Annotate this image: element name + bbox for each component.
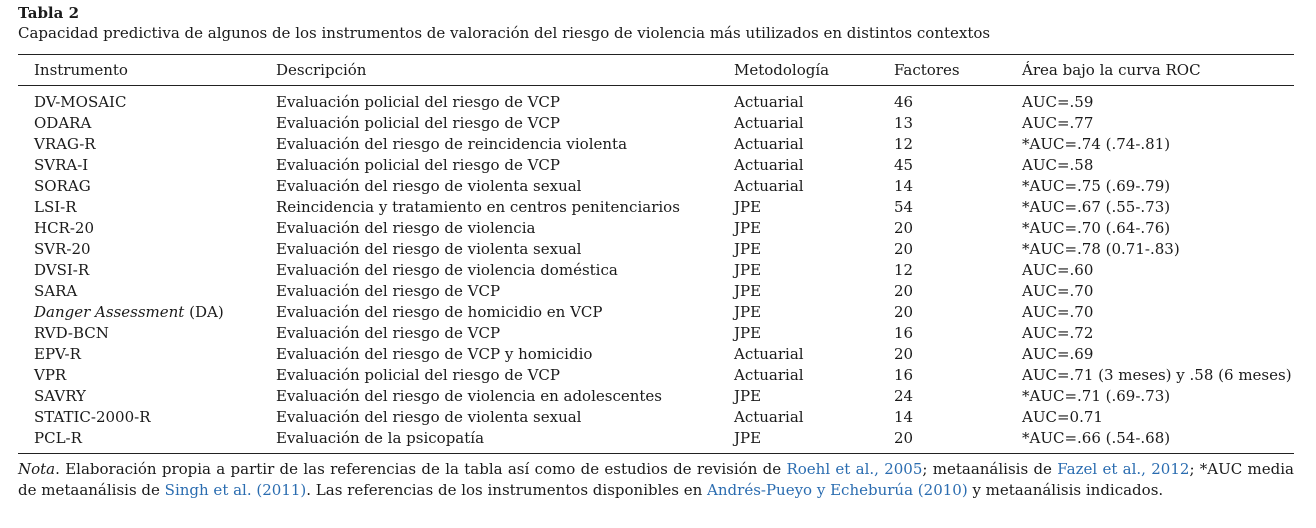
cell-factores: 16	[894, 366, 914, 384]
cell-factores: 20	[894, 345, 914, 363]
table-row	[18, 134, 1294, 155]
cell-descripcion: Evaluación del riesgo de violenta sexual	[276, 408, 582, 426]
cell-factores: 20	[894, 240, 914, 258]
table-row	[18, 86, 1294, 113]
cell-auc: AUC=.71 (3 meses) y .58 (6 meses)	[1022, 366, 1292, 384]
cell-descripcion: Evaluación del riesgo de VCP	[276, 282, 501, 300]
cell-auc: AUC=.70	[1022, 303, 1094, 321]
cell-descripcion: Evaluación del riesgo de violencia doméstica	[276, 261, 618, 279]
cell-auc: AUC=.72	[1022, 324, 1094, 342]
cell-factores: 45	[894, 156, 914, 174]
cell-metodologia: Actuarial	[734, 135, 804, 153]
cell-instrumento: HCR-20	[34, 219, 95, 237]
col-header-metodologia: Metodología	[734, 61, 830, 79]
cell-descripcion: Evaluación policial del riesgo de VCP	[276, 156, 560, 174]
cell-auc: AUC=0.71	[1022, 408, 1103, 426]
cell-instrumento: PCL-R	[34, 429, 82, 447]
cell-factores: 46	[894, 93, 914, 111]
cell-instrumento: STATIC-2000-R	[34, 408, 151, 426]
cell-factores: 24	[894, 387, 914, 405]
cell-factores: 12	[894, 261, 914, 279]
cell-factores: 14	[894, 408, 914, 426]
cell-instrumento: SVRA-I	[34, 156, 89, 174]
cell-metodologia: Actuarial	[734, 345, 804, 363]
cell-instrumento: DVSI-R	[34, 261, 90, 279]
table-row	[18, 260, 1294, 281]
cell-descripcion: Evaluación policial del riesgo de VCP	[276, 366, 560, 384]
cell-descripcion: Evaluación del riesgo de violencia	[276, 219, 536, 237]
instrument-abbrev: (DA)	[184, 303, 224, 321]
table-note	[18, 459, 1294, 501]
table-row	[18, 155, 1294, 176]
col-header-factores: Factores	[894, 61, 960, 79]
cell-factores: 14	[894, 177, 914, 195]
cell-descripcion: Evaluación del riesgo de violenta sexual	[276, 177, 582, 195]
table-caption: Capacidad predictiva de algunos de los instrumentos de valoración del riesgo de violencia más utilizados en distintos contextos	[18, 24, 991, 42]
cell-metodologia: JPE	[734, 429, 762, 447]
cell-auc: *AUC=.70 (.64-.76)	[1022, 219, 1171, 237]
cell-metodologia: JPE	[734, 198, 762, 216]
instrument-name-italic: Danger Assessment	[34, 303, 185, 321]
cell-auc: AUC=.59	[1022, 93, 1094, 111]
cell-instrumento: VRAG-R	[34, 135, 96, 153]
cell-descripcion: Evaluación del riesgo de violenta sexual	[276, 240, 582, 258]
data-table-body	[18, 86, 1294, 449]
cell-auc: *AUC=.67 (.55-.73)	[1022, 198, 1171, 216]
cell-auc: *AUC=.66 (.54-.68)	[1022, 429, 1171, 447]
table-row	[18, 239, 1294, 260]
cell-metodologia: Actuarial	[734, 93, 804, 111]
table-row	[18, 344, 1294, 365]
cell-auc: *AUC=.78 (0.71-.83)	[1022, 240, 1180, 258]
cell-instrumento	[18, 302, 276, 323]
bottom-rule	[18, 453, 1294, 454]
cell-factores: 16	[894, 324, 914, 342]
cell-factores: 54	[894, 198, 914, 216]
cell-auc: AUC=.69	[1022, 345, 1094, 363]
cell-instrumento: LSI-R	[34, 198, 77, 216]
cell-instrumento: SORAG	[34, 177, 91, 195]
note-text-5: y metaanálisis indicados.	[967, 481, 1164, 499]
table-row	[18, 176, 1294, 197]
note-text-2: ; metaanálisis de	[922, 460, 1058, 478]
note-text-4: . Las referencias de los instrumentos disponibles en	[306, 481, 708, 499]
ref-link-singh[interactable]: Singh et al. (2011)	[164, 481, 307, 499]
table-row	[18, 281, 1294, 302]
ref-link-roehl[interactable]: Roehl et al., 2005	[786, 460, 923, 478]
cell-instrumento: EPV-R	[34, 345, 81, 363]
cell-factores: 20	[894, 303, 914, 321]
cell-auc: AUC=.77	[1022, 114, 1094, 132]
cell-metodologia: Actuarial	[734, 366, 804, 384]
table-row	[18, 113, 1294, 134]
table-row	[18, 302, 1294, 323]
ref-link-fazel[interactable]: Fazel et al., 2012	[1057, 460, 1190, 478]
header-row	[18, 55, 1294, 85]
col-header-descripcion: Descripción	[276, 61, 367, 79]
table-row	[18, 197, 1294, 218]
col-header-instrumento: Instrumento	[34, 61, 128, 79]
cell-auc: *AUC=.74 (.74-.81)	[1022, 135, 1171, 153]
cell-factores: 12	[894, 135, 914, 153]
table-row	[18, 365, 1294, 386]
cell-descripcion: Reincidencia y tratamiento en centros penitenciarios	[276, 198, 680, 216]
cell-metodologia: JPE	[734, 282, 762, 300]
data-table	[18, 55, 1294, 85]
table-row	[18, 386, 1294, 407]
cell-metodologia: Actuarial	[734, 114, 804, 132]
cell-factores: 20	[894, 219, 914, 237]
cell-descripcion: Evaluación del riesgo de reincidencia violenta	[276, 135, 628, 153]
cell-descripcion: Evaluación policial del riesgo de VCP	[276, 114, 560, 132]
cell-descripcion: Evaluación del riesgo de violencia en adolescentes	[276, 387, 663, 405]
cell-instrumento: DV-MOSAIC	[34, 93, 127, 111]
cell-descripcion: Evaluación del riesgo de VCP y homicidio	[276, 345, 593, 363]
cell-descripcion: Evaluación del riesgo de homicidio en VCP	[276, 303, 603, 321]
cell-instrumento: SAVRY	[34, 387, 86, 405]
cell-metodologia: JPE	[734, 387, 762, 405]
cell-metodologia: JPE	[734, 240, 762, 258]
cell-metodologia: Actuarial	[734, 177, 804, 195]
cell-auc: AUC=.70	[1022, 282, 1094, 300]
cell-instrumento: ODARA	[34, 114, 92, 132]
cell-metodologia: JPE	[734, 303, 762, 321]
cell-metodologia: JPE	[734, 261, 762, 279]
note-label: Nota	[18, 460, 56, 478]
note-text-1: . Elaboración propia a partir de las referencias de la tabla así como de estudios de revisión de	[55, 460, 787, 478]
table-row	[18, 218, 1294, 239]
table-block	[18, 4, 1294, 501]
note-text-3: ; *AUC media de metaanálisis de	[18, 460, 1294, 499]
col-header-auc: Área bajo la curva ROC	[1022, 61, 1201, 79]
table-row	[18, 428, 1294, 449]
cell-instrumento: SVR-20	[34, 240, 91, 258]
table-label: Tabla 2	[18, 4, 80, 22]
cell-instrumento: VPR	[34, 366, 67, 384]
cell-descripcion: Evaluación policial del riesgo de VCP	[276, 93, 560, 111]
cell-instrumento: SARA	[34, 282, 78, 300]
cell-metodologia: JPE	[734, 324, 762, 342]
cell-auc: *AUC=.71 (.69-.73)	[1022, 387, 1171, 405]
cell-descripcion: Evaluación de la psicopatía	[276, 429, 485, 447]
cell-factores: 20	[894, 282, 914, 300]
cell-metodologia: Actuarial	[734, 156, 804, 174]
cell-auc: AUC=.58	[1022, 156, 1094, 174]
cell-auc: *AUC=.75 (.69-.79)	[1022, 177, 1171, 195]
cell-metodologia: Actuarial	[734, 408, 804, 426]
cell-metodologia: JPE	[734, 219, 762, 237]
table-row	[18, 323, 1294, 344]
cell-factores: 13	[894, 114, 914, 132]
table-row	[18, 407, 1294, 428]
cell-factores: 20	[894, 429, 914, 447]
ref-link-andres-pueyo[interactable]: Andrés-Pueyo y Echeburúa (2010)	[707, 481, 968, 499]
cell-descripcion: Evaluación del riesgo de VCP	[276, 324, 501, 342]
cell-instrumento: RVD-BCN	[34, 324, 109, 342]
cell-auc: AUC=.60	[1022, 261, 1094, 279]
